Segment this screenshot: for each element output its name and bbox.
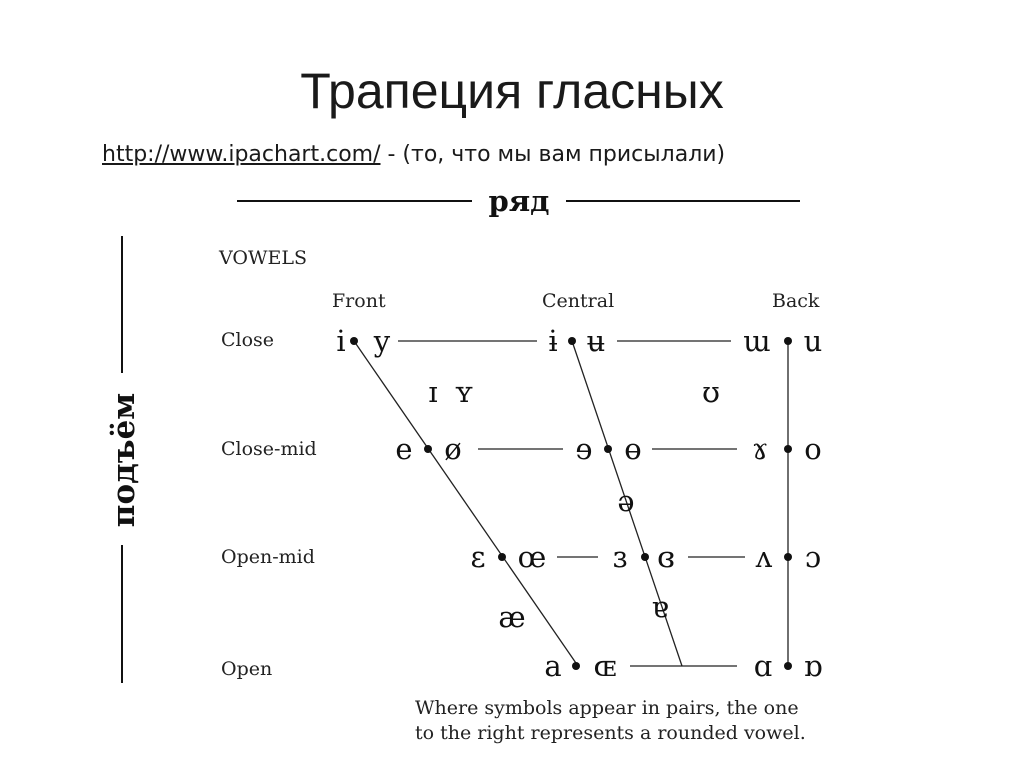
- symbol-upsilon: ʊ: [702, 375, 720, 409]
- symbol-closed-reversed-open-e: ɞ: [657, 540, 675, 574]
- symbol-small-cap-y: ʏ: [454, 375, 474, 409]
- symbol-y: y: [373, 324, 391, 358]
- dot-close-front: [350, 337, 358, 345]
- slide-title: Трапеция гласных: [300, 63, 724, 119]
- ipachart-link[interactable]: http://www.ipachart.com/: [102, 142, 381, 167]
- dot-open-mid-back: [784, 553, 792, 561]
- dot-open-mid-central: [641, 553, 649, 561]
- symbol-turned-v: ʌ: [755, 540, 773, 574]
- dot-close-central: [568, 337, 576, 345]
- symbol-open-e: ɛ: [470, 540, 486, 574]
- row-close: Close: [221, 329, 275, 351]
- note-line-2: to the right represents a rounded vowel.: [415, 722, 806, 744]
- row-open-mid: Open-mid: [221, 546, 315, 568]
- row-open: Open: [221, 658, 273, 680]
- trapezium-lines: [354, 341, 788, 666]
- symbol-o: o: [804, 432, 822, 466]
- column-front: Front: [332, 290, 386, 312]
- symbol-barred-i: ɨ: [548, 324, 558, 358]
- symbol-small-cap-i: ɪ: [428, 375, 438, 409]
- dot-close-mid-front: [424, 445, 432, 453]
- symbol-small-cap-oe: ɶ: [593, 649, 617, 683]
- symbol-reversed-open-e: ɜ: [612, 540, 628, 574]
- symbol-o-slash: ø: [444, 432, 462, 466]
- dot-open-back: [784, 662, 792, 670]
- symbol-schwa: ə: [617, 484, 635, 518]
- row-close-mid: Close-mid: [221, 438, 317, 460]
- link-comment: - (то, что мы вам присылали): [380, 142, 726, 167]
- symbol-ash: æ: [498, 600, 526, 634]
- symbol-oe: œ: [517, 540, 547, 574]
- dot-close-back: [784, 337, 792, 345]
- height-axis-label: подъём: [106, 392, 142, 528]
- symbol-barred-o: ɵ: [624, 432, 642, 466]
- dot-close-mid-back: [784, 445, 792, 453]
- dot-close-mid-central: [604, 445, 612, 453]
- column-back: Back: [772, 290, 820, 312]
- vowels-heading: VOWELS: [219, 247, 307, 269]
- vowel-symbols: [336, 324, 822, 683]
- symbol-open-o: ɔ: [804, 540, 822, 574]
- symbol-a: a: [544, 649, 562, 683]
- row-axis-label: ряд: [488, 184, 550, 218]
- symbol-turned-script-a: ɒ: [803, 649, 823, 683]
- symbol-barred-u: ʉ: [586, 324, 606, 358]
- symbol-u: u: [803, 324, 823, 358]
- dot-open-front: [572, 662, 580, 670]
- symbol-turned-m: ɯ: [743, 324, 771, 358]
- symbol-rams-horn: ɤ: [751, 432, 769, 466]
- symbol-reversed-e: ɘ: [575, 432, 593, 466]
- column-central: Central: [542, 290, 615, 312]
- vowel-dots: [350, 337, 792, 670]
- symbol-i: i: [336, 324, 346, 358]
- symbol-turned-a: ɐ: [651, 590, 669, 624]
- note-line-1: Where symbols appear in pairs, the one: [415, 697, 799, 719]
- dot-open-mid-front: [498, 553, 506, 561]
- symbol-script-a: ɑ: [753, 649, 773, 683]
- symbol-e: e: [395, 432, 413, 466]
